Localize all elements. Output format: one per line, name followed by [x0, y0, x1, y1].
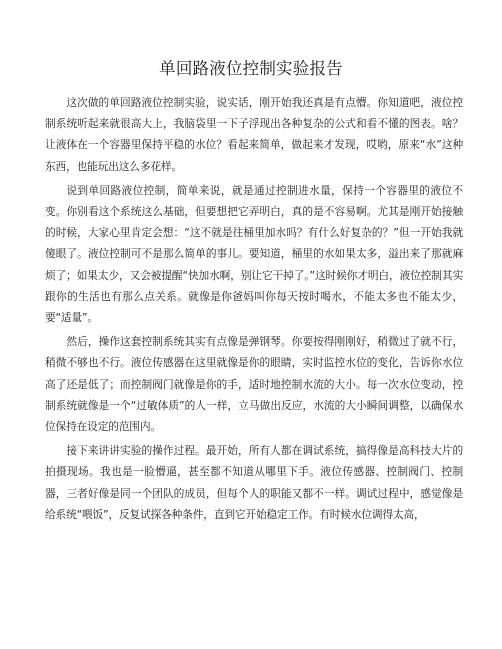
paragraph-3: 然后，操作这套控制系统其实有点像是弹钢琴。你要按得刚刚好，稍微过了就不行，稍微不够也不行。液位传感器在这里就像是你的眼睛，实时监控水位的变化，告诉你水位高了还是低了；而控制阀门就像是你的手，适时地控制水流的大小。每一次水位变动，控制系统就像是一个“过敏体质”的人一样，立马做出反应，水流的大小瞬间调整，以确保水位保持在设定的范围内。	[45, 335, 463, 434]
document-body	[45, 92, 463, 528]
paragraph-2: 说到单回路液位控制，简单来说，就是通过控制进水量，保持一个容器里的液位不变。你别看这个系统这么基础，但要想把它弄明白，真的是不容易啊。尤其是刚开始接触的时候，大家心里肯定会想：“这不就是往桶里加水吗？有什么好复杂的？”但一开始我就傻眼了。液位控制可不是那么简单的事儿。要知道，桶里的水如果太多，溢出来了那就麻烦了；如果太少，又会被提醒“快加水啊，别让它干掉了。”这时候你才明白，液位控制其实跟你的生活也有那么点关系。就像是你爸妈叫你每天按时喝水，不能太多也不能太少，要“适量”。	[45, 183, 463, 325]
paragraph-1: 这次做的单回路液位控制实验，说实话，刚开始我还真是有点懵。你知道吧，液位控制系统听起来就很高大上，我脑袋里一下子浮现出各种复杂的公式和看不懂的图表。啥？让液体在一个容器里保持平稳的水位？看起来简单，做起来才发现，哎哟，原来“水”这种东西，也能玩出这么多花样。	[45, 96, 463, 173]
paragraph-4: 接下来讲讲实验的操作过程。最开始，所有人都在调试系统，搞得像是高科技大片的拍摄现场。我也是一脸懵逼，甚至都不知道从哪里下手。液位传感器、控制阀门、控制器，三者好像是同一个团队的成员，但每个人的职能又都不一样。调试过程中，感觉像是给系统“喂饭”，反复试探各种条件，直到它开始稳定工作。有时候水位调得太高，	[45, 444, 463, 521]
document-title: 单回路液位控制实验报告	[159, 59, 343, 78]
